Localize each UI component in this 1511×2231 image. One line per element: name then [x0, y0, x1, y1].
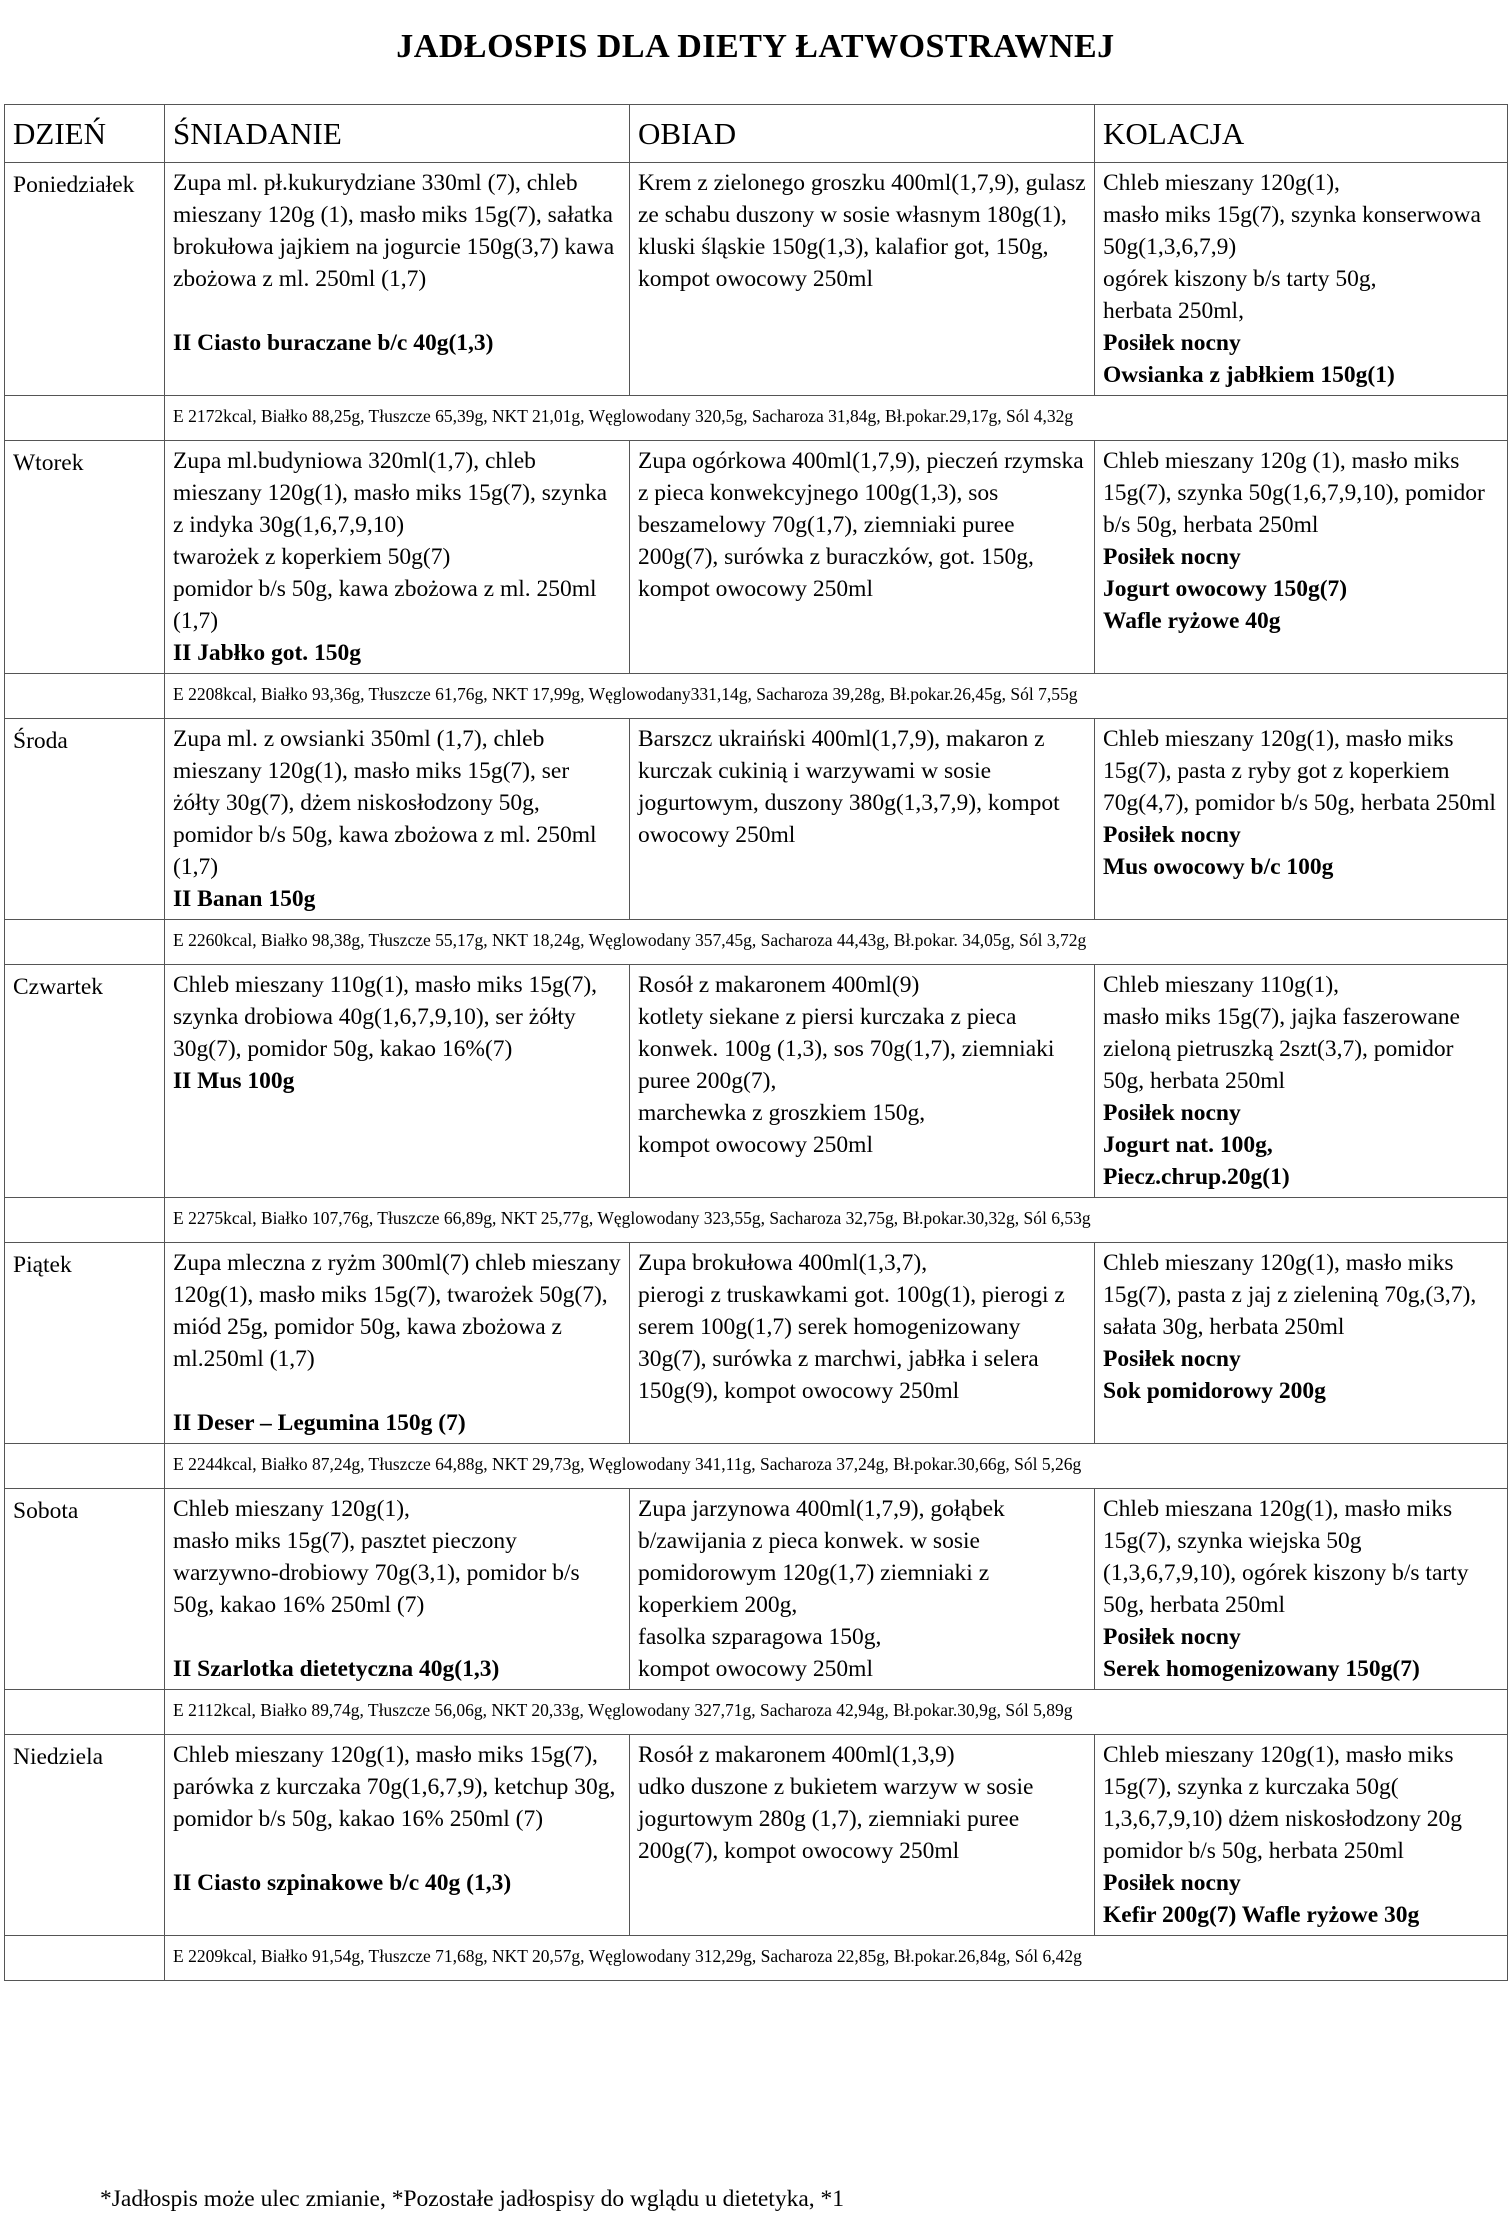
night-meal-title: Posiłek nocny — [1103, 1100, 1241, 1126]
second-breakfast: II Ciasto buraczane b/c 40g(1,3) — [173, 330, 494, 356]
night-meal: Sok pomidorowy 200g — [1103, 1378, 1326, 1404]
nutrition-summary: E 2260kcal, Białko 98,38g, Tłuszcze 55,17g, NKT 18,24g, Węglowodany 357,45g, Sacharoza 44,43g, Bł.pokar. 34,05g, Sól 3,72g — [165, 920, 1508, 965]
dinner-cell — [1095, 1489, 1508, 1690]
nutrition-summary: E 2112kcal, Białko 89,74g, Tłuszcze 56,06g, NKT 20,33g, Węglowodany 327,71g, Sacharoza 42,94g, Bł.pokar.30,9g, Sól 5,89g — [165, 1690, 1508, 1735]
nutrition-row — [5, 920, 1508, 965]
nutrition-summary: E 2275kcal, Białko 107,76g, Tłuszcze 66,89g, NKT 25,77g, Węglowodany 323,55g, Sacharoza 32,75g, Bł.pokar.30,32g, Sól 6,53g — [165, 1198, 1508, 1243]
second-breakfast: II Mus 100g — [173, 1068, 295, 1094]
night-meal: Jogurt owocowy 150g(7) Wafle ryżowe 40g — [1103, 576, 1348, 634]
second-breakfast: II Ciasto szpinakowe b/c 40g (1,3) — [173, 1870, 512, 1896]
day-row — [5, 965, 1508, 1198]
nutrition-row — [5, 1690, 1508, 1735]
empty-cell — [5, 396, 165, 441]
day-row — [5, 1243, 1508, 1444]
night-meal-title: Posiłek nocny — [1103, 1346, 1241, 1372]
header-breakfast: ŚNIADANIE — [165, 105, 630, 163]
header-lunch: OBIAD — [630, 105, 1095, 163]
page-title: JADŁOSPIS DLA DIETY ŁATWOSTRAWNEJ — [396, 28, 1115, 65]
breakfast-text: Zupa ml. pł.kukurydziane 330ml (7), chleb mieszany 120g (1), masło miks 15g(7), sałatka brokułowa jajkiem na jogurcie 150g(3,7) kawa zbożowa z ml. 250ml (1,7) — [173, 170, 615, 292]
lunch-cell: Zupa jarzynowa 400ml(1,7,9), gołąbek b/zawijania z pieca konwek. w sosie pomidorowym 120g(1,7) ziemniaki z koperkiem 200g, fasolka szparagowa 150g, kompot owocowy 250ml — [630, 1489, 1095, 1690]
breakfast-cell — [165, 1243, 630, 1444]
dinner-text: Chleb mieszany 120g(1), masło miks 15g(7), pasta z ryby got z koperkiem 70g(4,7), pomidor b/s 50g, herbata 250ml — [1103, 726, 1496, 816]
day-row — [5, 441, 1508, 674]
nutrition-summary: E 2208kcal, Białko 93,36g, Tłuszcze 61,76g, NKT 17,99g, Węglowodany331,14g, Sacharoza 39,28g, Bł.pokar.26,45g, Sól 7,55g — [165, 674, 1508, 719]
nutrition-row — [5, 1936, 1508, 1981]
empty-cell — [5, 1690, 165, 1735]
spacer — [173, 1835, 621, 1867]
day-name: Wtorek — [5, 441, 165, 674]
night-meal: Kefir 200g(7) Wafle ryżowe 30g — [1103, 1902, 1420, 1928]
day-name: Środa — [5, 719, 165, 920]
day-row — [5, 1735, 1508, 1936]
header-dinner: KOLACJA — [1095, 105, 1508, 163]
spacer — [173, 295, 621, 327]
dinner-text: Chleb mieszany 120g(1), masło miks 15g(7), pasta z jaj z zieleniną 70g,(3,7), sałata 30g, herbata 250ml — [1103, 1250, 1477, 1340]
nutrition-summary: E 2244kcal, Białko 87,24g, Tłuszcze 64,88g, NKT 29,73g, Węglowodany 341,11g, Sacharoza 37,24g, Bł.pokar.30,66g, Sól 5,26g — [165, 1444, 1508, 1489]
empty-cell — [5, 674, 165, 719]
breakfast-text: Chleb mieszany 120g(1), masło miks 15g(7), parówka z kurczaka 70g(1,6,7,9), ketchup 30g, pomidor b/s 50g, kakao 16% 250ml (7) — [173, 1742, 616, 1832]
second-breakfast: II Szarlotka dietetyczna 40g(1,3) — [173, 1656, 500, 1682]
lunch-cell: Rosół z makaronem 400ml(1,3,9) udko duszone z bukietem warzyw w sosie jogurtowym 280g (1,7), ziemniaki puree 200g(7), kompot owocowy 250ml — [630, 1735, 1095, 1936]
day-name: Czwartek — [5, 965, 165, 1198]
dinner-cell — [1095, 965, 1508, 1198]
lunch-cell: Barszcz ukraiński 400ml(1,7,9), makaron z kurczak cukinią i warzywami w sosie jogurtowym, duszony 380g(1,3,7,9), kompot owocowy 250ml — [630, 719, 1095, 920]
menu-table — [4, 104, 1508, 1981]
night-meal: Jogurt nat. 100g, Piecz.chrup.20g(1) — [1103, 1132, 1290, 1190]
breakfast-text: Chleb mieszany 110g(1), masło miks 15g(7), szynka drobiowa 40g(1,6,7,9,10), ser żółty 30g(7), pomidor 50g, kakao 16%(7) — [173, 972, 598, 1062]
day-row — [5, 163, 1508, 396]
dinner-cell — [1095, 1243, 1508, 1444]
spacer — [173, 1375, 621, 1407]
second-breakfast: II Deser – Legumina 150g (7) — [173, 1410, 466, 1436]
lunch-cell: Krem z zielonego groszku 400ml(1,7,9), gulasz ze schabu duszony w sosie własnym 180g(1), kluski śląskie 150g(1,3), kalafior got, 150g, kompot owocowy 250ml — [630, 163, 1095, 396]
night-meal: Owsianka z jabłkiem 150g(1) — [1103, 362, 1395, 388]
dinner-text: Chleb mieszany 120g(1), masło miks 15g(7), szynka z kurczaka 50g( 1,3,6,7,9,10) dżem niskosłodzony 20g pomidor b/s 50g, herbata 250ml — [1103, 1742, 1462, 1864]
breakfast-cell — [165, 965, 630, 1198]
day-name: Sobota — [5, 1489, 165, 1690]
night-meal-title: Posiłek nocny — [1103, 822, 1241, 848]
spacer — [173, 1621, 621, 1653]
dinner-text: Chleb mieszany 120g (1), masło miks 15g(7), szynka 50g(1,6,7,9,10), pomidor b/s 50g, herbata 250ml — [1103, 448, 1485, 538]
night-meal-title: Posiłek nocny — [1103, 544, 1241, 570]
nutrition-row — [5, 1198, 1508, 1243]
night-meal: Mus owocowy b/c 100g — [1103, 854, 1334, 880]
day-name: Niedziela — [5, 1735, 165, 1936]
nutrition-summary: E 2172kcal, Białko 88,25g, Tłuszcze 65,39g, NKT 21,01g, Węglowodany 320,5g, Sacharoza 31,84g, Bł.pokar.29,17g, Sól 4,32g — [165, 396, 1508, 441]
breakfast-cell — [165, 1735, 630, 1936]
second-breakfast: II Banan 150g — [173, 886, 316, 912]
breakfast-cell — [165, 719, 630, 920]
night-meal-title: Posiłek nocny — [1103, 330, 1241, 356]
header-row — [5, 105, 1508, 163]
empty-cell — [5, 1198, 165, 1243]
day-row — [5, 1489, 1508, 1690]
breakfast-cell — [165, 163, 630, 396]
dinner-cell — [1095, 719, 1508, 920]
nutrition-row — [5, 1444, 1508, 1489]
nutrition-row — [5, 396, 1508, 441]
empty-cell — [5, 1936, 165, 1981]
breakfast-text: Zupa ml. z owsianki 350ml (1,7), chleb mieszany 120g(1), masło miks 15g(7), ser żółty 30g(7), dżem niskosłodzony 50g, pomidor b/s 50g, kawa zbożowa z ml. 250ml (1,7) — [173, 726, 597, 880]
day-name: Piątek — [5, 1243, 165, 1444]
night-meal-title: Posiłek nocny — [1103, 1870, 1241, 1896]
dinner-cell — [1095, 163, 1508, 396]
breakfast-text: Zupa ml.budyniowa 320ml(1,7), chleb mieszany 120g(1), masło miks 15g(7), szynka z indyka 30g(1,6,7,9,10) twarożek z koperkiem 50g(7) pomidor b/s 50g, kawa zbożowa z ml. 250ml (1,7) — [173, 448, 608, 634]
second-breakfast: II Jabłko got. 150g — [173, 640, 362, 666]
dinner-cell — [1095, 1735, 1508, 1936]
nutrition-summary: E 2209kcal, Białko 91,54g, Tłuszcze 71,68g, NKT 20,57g, Węglowodany 312,29g, Sacharoza 22,85g, Bł.pokar.26,84g, Sól 6,42g — [165, 1936, 1508, 1981]
empty-cell — [5, 920, 165, 965]
header-day: DZIEŃ — [5, 105, 165, 163]
lunch-cell: Rosół z makaronem 400ml(9) kotlety siekane z piersi kurczaka z pieca konwek. 100g (1,3), sos 70g(1,7), ziemniaki puree 200g(7), marchewka z groszkiem 150g, kompot owocowy 250ml — [630, 965, 1095, 1198]
dinner-text: Chleb mieszana 120g(1), masło miks 15g(7), szynka wiejska 50g (1,3,6,7,9,10), ogórek kiszony b/s tarty 50g, herbata 250ml — [1103, 1496, 1469, 1618]
breakfast-text: Chleb mieszany 120g(1), masło miks 15g(7), pasztet pieczony warzywno-drobiowy 70g(3,1), pomidor b/s 50g, kakao 16% 250ml (7) — [173, 1496, 580, 1618]
lunch-cell: Zupa ogórkowa 400ml(1,7,9), pieczeń rzymska z pieca konwekcyjnego 100g(1,3), sos beszamelowy 70g(1,7), ziemniaki puree 200g(7), surówka z buraczków, got. 150g, kompot owocowy 250ml — [630, 441, 1095, 674]
footer-note: *Jadłospis może ulec zmianie, *Pozostałe jadłospisy do wglądu u dietetyka, *1 — [100, 2186, 845, 2212]
day-name: Poniedziałek — [5, 163, 165, 396]
night-meal: Serek homogenizowany 150g(7) — [1103, 1656, 1420, 1682]
nutrition-row — [5, 674, 1508, 719]
dinner-text: Chleb mieszany 110g(1), masło miks 15g(7), jajka faszerowane zieloną pietruszką 2szt(3,7), pomidor 50g, herbata 250ml — [1103, 972, 1460, 1094]
empty-cell — [5, 1444, 165, 1489]
breakfast-cell — [165, 441, 630, 674]
lunch-cell: Zupa brokułowa 400ml(1,3,7), pierogi z truskawkami got. 100g(1), pierogi z serem 100g(1,7) serek homogenizowany 30g(7), surówka z marchwi, jabłka i selera 150g(9), kompot owocowy 250ml — [630, 1243, 1095, 1444]
day-row — [5, 719, 1508, 920]
dinner-cell — [1095, 441, 1508, 674]
breakfast-cell — [165, 1489, 630, 1690]
breakfast-text: Zupa mleczna z ryżm 300ml(7) chleb mieszany 120g(1), masło miks 15g(7), twarożek 50g(7), miód 25g, pomidor 50g, kawa zbożowa z ml.250ml (1,7) — [173, 1250, 621, 1372]
night-meal-title: Posiłek nocny — [1103, 1624, 1241, 1650]
dinner-text: Chleb mieszany 120g(1), masło miks 15g(7), szynka konserwowa 50g(1,3,6,7,9) ogórek kiszony b/s tarty 50g, herbata 250ml, — [1103, 170, 1481, 324]
